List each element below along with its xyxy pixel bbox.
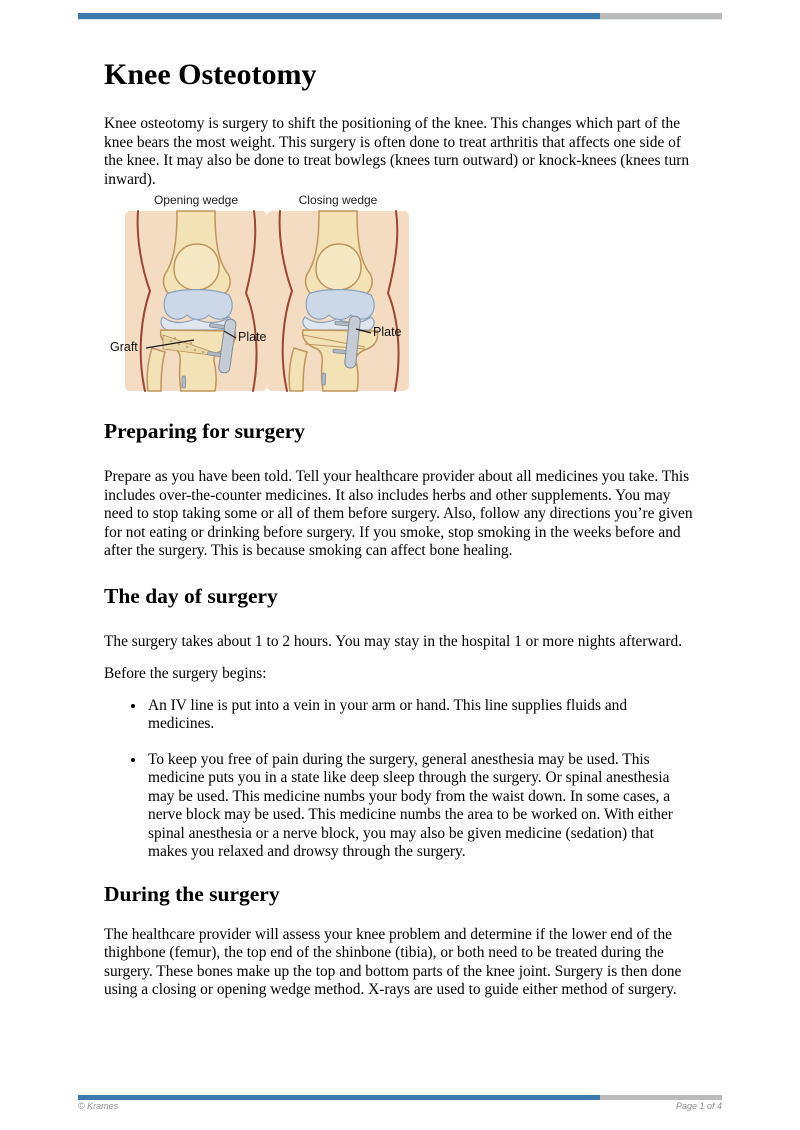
opening-wedge-panel xyxy=(125,211,267,391)
small-screw xyxy=(322,373,326,385)
small-screw xyxy=(182,376,186,388)
figure-label-graft: Graft xyxy=(110,340,138,354)
list-item-iv-line: • An IV line is put into a vein in your arm or hand. This line supplies fluids and medicines. xyxy=(146,697,694,734)
during-the-surgery-paragraph: The healthcare provider will assess your knee problem and determine if the lower end of the thighbone (femur), the top end of the shinbone (tibia), or both need to be treated during the surgery. These bones make up the top and bottom parts of the knee joint. Surgery is then done using a closing or opening wedge method. X-rays are used to guide either method of surgery. xyxy=(104,925,682,998)
page-title: Knee Osteotomy xyxy=(104,58,317,91)
knee-illustration xyxy=(100,189,440,396)
knee-drawing-closing xyxy=(267,211,409,391)
figure-label-plate-right: Plate xyxy=(373,325,402,339)
list-item-anesthesia: • To keep you free of pain during the surgery, general anesthesia may be used. This medicine puts you in a state like deep sleep through the surgery. Or spinal anesthesia may be used. This medicine numbs your body from the waist down. In some cases, a nerve block may be used. This medicine numbs the area to be worked on. With either spinal anesthesia or a nerve block, you may also be given medicine (sedation) that makes you relaxed and drowsy through the surgery. xyxy=(146,751,694,862)
intro-paragraph: Knee osteotomy is surgery to shift the positioning of the knee. This changes which part of the knee bears the most weight. This surgery is often done to treat arthritis that affects one side of the knee. It may also be done to treat bowlegs (knees turn outward) or knock-knees (knees turn inward). xyxy=(104,115,690,188)
footer-bar-gray-segment xyxy=(600,1095,722,1100)
section-heading-during-the-surgery: During the surgery xyxy=(104,881,280,906)
before-surgery-list xyxy=(104,697,694,862)
section-heading-day-of-surgery: The day of surgery xyxy=(104,583,278,608)
knee-drawing-opening xyxy=(125,211,267,391)
day-of-surgery-paragraph: The surgery takes about 1 to 2 hours. You may stay in the hospital 1 or more nights afterward. xyxy=(104,632,683,650)
footer-page-number: Page 1 of 4 xyxy=(675,1101,722,1111)
footer-accent-bar xyxy=(78,1095,722,1100)
footer-copyright: © Krames xyxy=(78,1101,119,1111)
footer xyxy=(78,1101,722,1111)
document-body xyxy=(104,19,694,1000)
figure-caption-closing-wedge: Closing wedge xyxy=(298,193,378,207)
closing-wedge-panel xyxy=(267,211,409,391)
section-heading-preparing-for-surgery: Preparing for surgery xyxy=(104,419,306,443)
figure-caption-opening-wedge: Opening wedge xyxy=(153,193,239,207)
knee-osteotomy-figure xyxy=(100,189,440,396)
figure-label-plate-left: Plate xyxy=(238,330,267,344)
preparing-for-surgery-paragraph: Prepare as you have been told. Tell your healthcare provider about all medicines you take. This includes over-the-counter medicines. It also includes herbs and other supplements. You may need to stop taking some or all of them before surgery. Also, follow any directions you’re given for not eating or drinking before surgery. If you smoke, stop smoking in the weeks before and after the surgery. This is because smoking can affect bone healing. xyxy=(104,468,693,559)
footer-bar-blue-segment xyxy=(78,1095,600,1100)
before-surgery-lead-in: Before the surgery begins: xyxy=(104,665,267,682)
